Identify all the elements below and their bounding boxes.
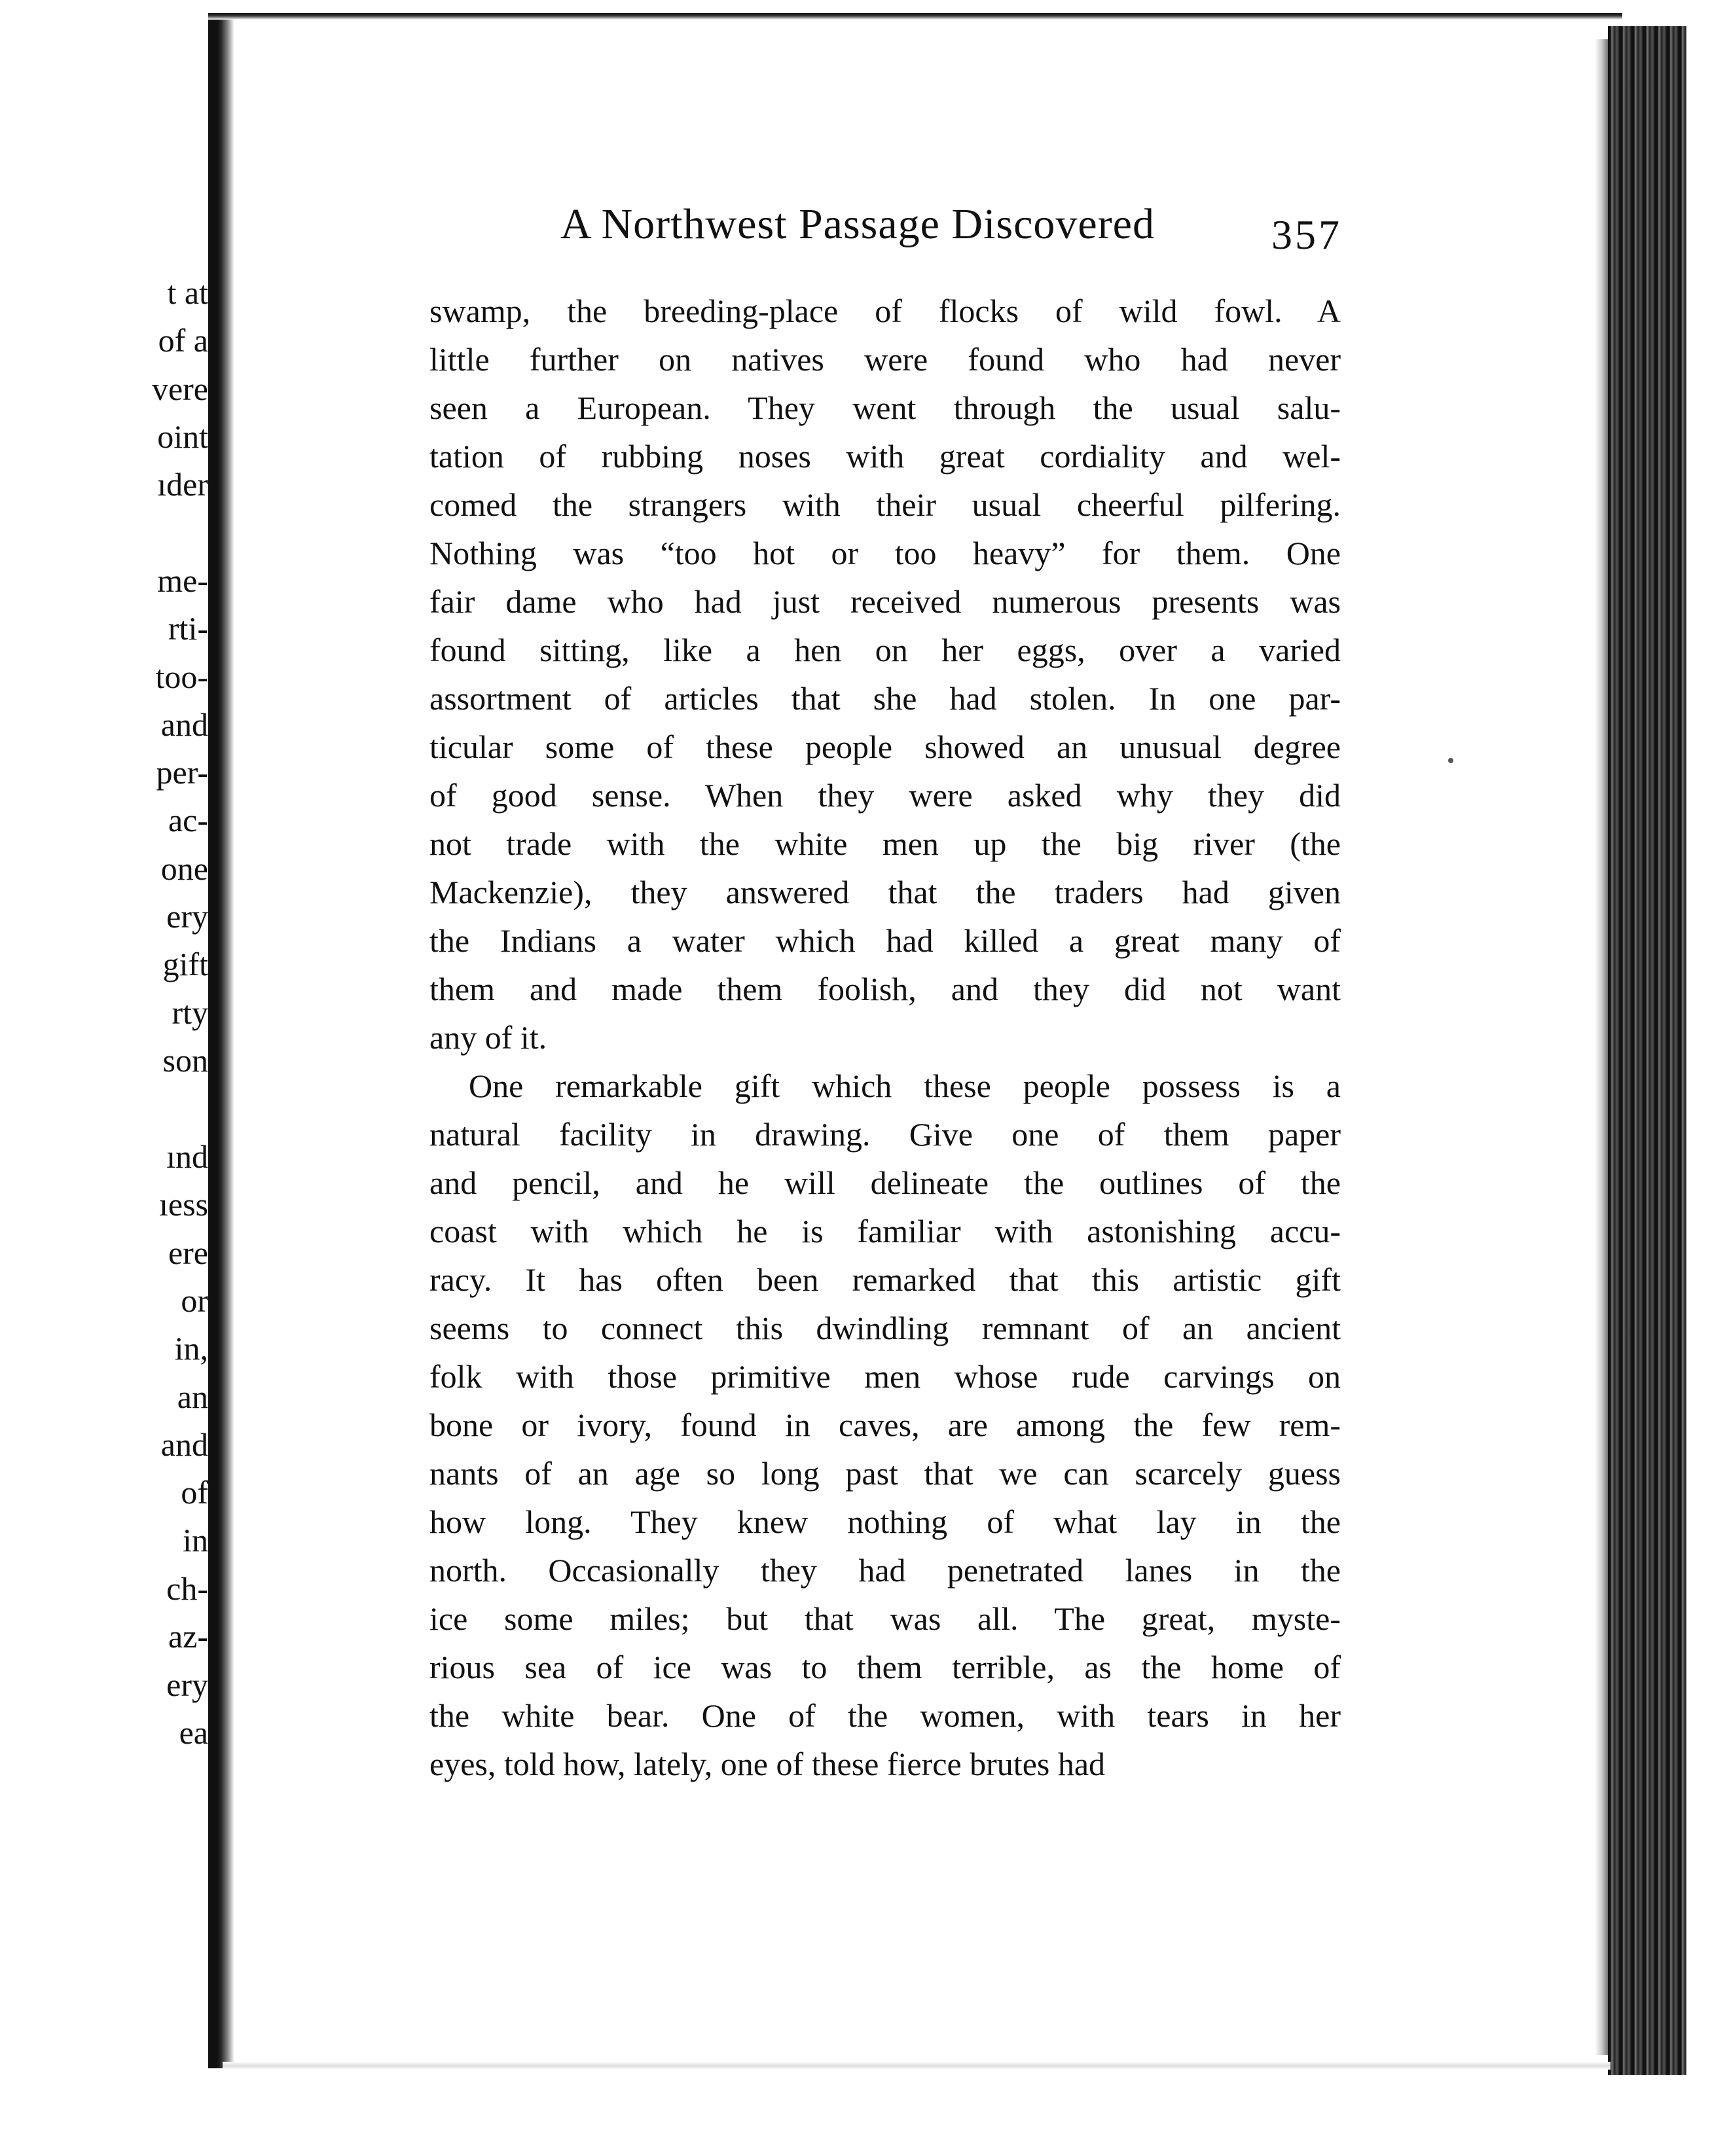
text-line: ice some miles; but that was all. The great, myste- [429, 1600, 1341, 1637]
text-line: nants of an age so long past that we can scarcely guess [429, 1455, 1341, 1492]
body-text [429, 287, 1341, 1788]
left-page-text-fragment: oint [157, 418, 208, 455]
page-top-shadow [208, 13, 1622, 20]
text-line: and pencil, and he will delineate the outlines of the [429, 1164, 1341, 1201]
left-page-text-fragment: ea [179, 1714, 208, 1751]
left-page-text-fragment: ıder [157, 466, 208, 503]
text-line: Mackenzie), they answered that the traders had given [429, 874, 1341, 910]
text-line: any of it. [429, 1019, 547, 1056]
page-number: 357 [1271, 211, 1342, 258]
text-line: folk with those primitive men whose rude carvings on [429, 1358, 1341, 1395]
left-page-text-fragment: ery [166, 1666, 208, 1703]
text-line: coast with which he is familiar with astonishing accu- [429, 1213, 1341, 1249]
text-line: found sitting, like a hen on her eggs, over a varied [429, 632, 1341, 668]
left-page-text-fragment: rty [172, 994, 208, 1031]
text-line: comed the strangers with their usual cheerful pilfering. [429, 486, 1341, 523]
left-page-text-fragment: ery [166, 898, 208, 935]
text-line: eyes, told how, lately, one of these fierce brutes had [429, 1746, 1106, 1782]
left-page-text-fragment: gift [162, 946, 208, 982]
text-line: how long. They knew nothing of what lay in the [429, 1503, 1341, 1540]
left-page-text-fragment: and [160, 1426, 208, 1463]
left-page-text-fragment: one [160, 850, 208, 887]
left-page-text-fragment: vere [151, 370, 208, 407]
text-line: racy. It has often been remarked that this artistic gift [429, 1261, 1341, 1298]
left-page-text-fragment: ınd [166, 1138, 208, 1175]
text-line: fair dame who had just received numerous presents was [429, 583, 1341, 620]
left-page-text-fragment: per- [156, 754, 208, 791]
text-line: north. Occasionally they had penetrated lanes in the [429, 1552, 1341, 1589]
text-line: not trade with the white men up the big river (the [429, 825, 1341, 862]
text-line: ticular some of these people showed an unusual degree [429, 728, 1341, 765]
left-page-text-fragment: ac- [168, 802, 208, 838]
ink-speck [1448, 758, 1453, 763]
page-block-edges [1608, 26, 1686, 2075]
page-bottom-shadow [223, 2062, 1610, 2070]
left-page-text-fragment: son [162, 1042, 208, 1079]
left-page-text-fragment: and [160, 706, 208, 743]
left-page-text-fragment: or [181, 1282, 208, 1319]
left-page-text-fragment: an [177, 1378, 208, 1415]
text-line: rious sea of ice was to them terrible, as the home of [429, 1649, 1341, 1685]
left-page-text-fragment: in [183, 1522, 208, 1558]
left-page-text-fragment: of [181, 1474, 208, 1511]
text-line: of good sense. When they were asked why they did [429, 777, 1341, 814]
text-line: them and made them foolish, and they did not want [429, 971, 1341, 1007]
left-page-text-fragment: me- [157, 562, 208, 599]
text-line: the Indians a water which had killed a great many of [429, 922, 1341, 959]
left-page-text-fragment: ere [168, 1234, 208, 1271]
running-head: A Northwest Passage Discovered [560, 200, 1155, 248]
left-page-text-fragment: t at [167, 274, 208, 311]
text-line: little further on natives were found who had never [429, 341, 1341, 378]
text-line: bone or ivory, found in caves, are among the few rem- [429, 1407, 1341, 1443]
text-line: natural facility in drawing. Give one of them paper [429, 1116, 1341, 1153]
text-line: tation of rubbing noses with great cordiality and wel- [429, 438, 1341, 475]
text-line: assortment of articles that she had stolen. In one par- [429, 680, 1341, 717]
left-page-text-fragment: too- [155, 658, 208, 695]
left-page-text-fragment: ch- [166, 1570, 208, 1607]
text-line: the white bear. One of the women, with tears in her [429, 1697, 1341, 1734]
text-line: swamp, the breeding-place of flocks of wild fowl. A [429, 293, 1341, 329]
text-line: Nothing was “too hot or too heavy” for them. One [429, 535, 1341, 571]
left-page-text-fragment: of a [158, 322, 208, 359]
left-page-text-fragment: in, [174, 1330, 208, 1367]
book-gutter [208, 13, 234, 2068]
left-page-text-fragment: az- [168, 1618, 208, 1655]
left-page-text-fragment: rti- [168, 610, 208, 647]
text-line: One remarkable gift which these people possess is a [469, 1068, 1341, 1104]
left-page-text-fragment: ıess [159, 1186, 208, 1223]
text-line: seen a European. They went through the usual salu- [429, 389, 1341, 426]
left-facing-page [0, 0, 223, 2156]
text-line: seems to connect this dwindling remnant of an ancient [429, 1310, 1341, 1346]
